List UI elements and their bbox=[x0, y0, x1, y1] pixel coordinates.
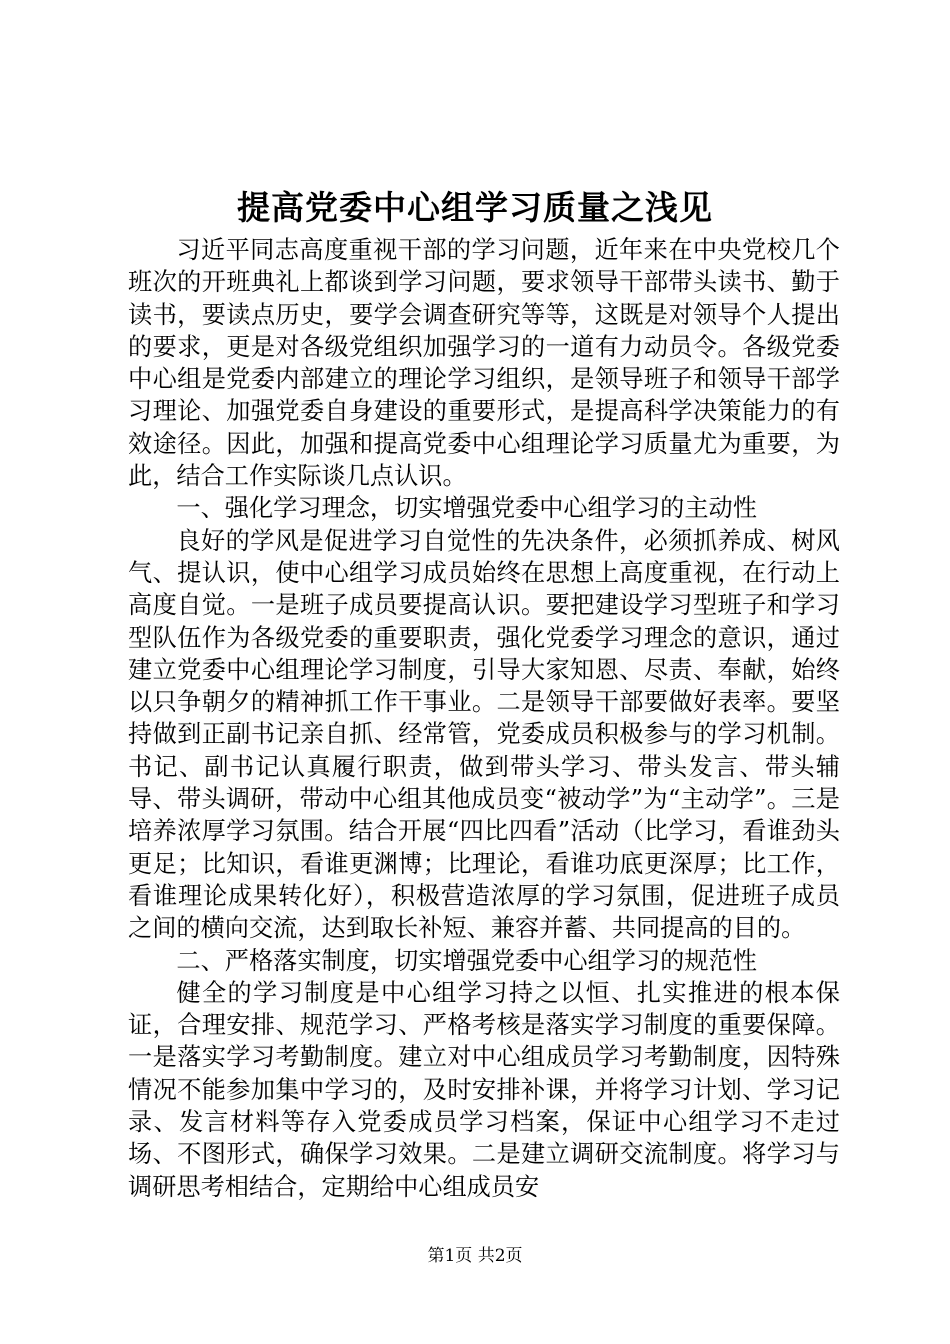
intro-paragraph: 习近平同志高度重视干部的学习问题，近年来在中央党校几个班次的开班典礼上都谈到学习问题，要求领导干部带头读书、勤于读书，要读点历史，要学会调查研究等等，这既是对领导个人提出的要求，更是对各级党组织加强学习的一道有力动员令。各级党委中心组是党委内部建立的理论学习组织，是领导班子和领导干部学习理论、加强党委自身建设的重要形式，是提高科学决策能力的有效途径。因此，加强和提高党委中心组理论学习质量尤为重要，为此，结合工作实际谈几点认识。 bbox=[128, 236, 840, 491]
section-heading-2: 二、严格落实制度，切实增强党委中心组学习的规范性 bbox=[176, 946, 757, 975]
document-body bbox=[128, 234, 840, 1203]
page-number-footer: 第1页 共2页 bbox=[427, 1246, 523, 1266]
section-heading-1: 一、强化学习理念，切实增强党委中心组学习的主动性 bbox=[176, 494, 757, 523]
section-2-paragraph: 健全的学习制度是中心组学习持之以恒、扎实推进的根本保证，合理安排、规范学习、严格考核是落实学习制度的重要保障。一是落实学习考勤制度。建立对中心组成员学习考勤制度，因特殊情况不能参加集中学习的，及时安排补课，并将学习计划、学习记录、发言材料等存入党委成员学习档案，保证中心组学习不走过场、不图形式，确保学习效果。二是建立调研交流制度。将学习与调研思考相结合，定期给中心组成员安 bbox=[128, 978, 840, 1201]
section-1-paragraph: 良好的学风是促进学习自觉性的先决条件，必须抓养成、树风气、提认识，使中心组学习成员始终在思想上高度重视，在行动上高度自觉。一是班子成员要提高认识。要把建设学习型班子和学习型队伍作为各级党委的重要职责，强化党委学习理念的意识，通过建立党委中心组理论学习制度，引导大家知恩、尽责、奉献，始终以只争朝夕的精神抓工作干事业。二是领导干部要做好表率。要坚持做到正副书记亲自抓、经常管，党委成员积极参与的学习机制。书记、副书记认真履行职责，做到带头学习、带头发言、带头辅导、带头调研，带动中心组其他成员变“被动学”为“主动学”。三是培养浓厚学习氛围。结合开展“四比四看”活动（比学习，看谁劲头更足；比知识，看谁更渊博；比理论，看谁功底更深厚；比工作，看谁理论成果转化好），积极营造浓厚的学习氛围，促进班子成员之间的横向交流，达到取长补短、兼容并蓄、共同提高的目的。 bbox=[128, 526, 840, 943]
document-title: 提高党委中心组学习质量之浅见 bbox=[237, 188, 713, 227]
